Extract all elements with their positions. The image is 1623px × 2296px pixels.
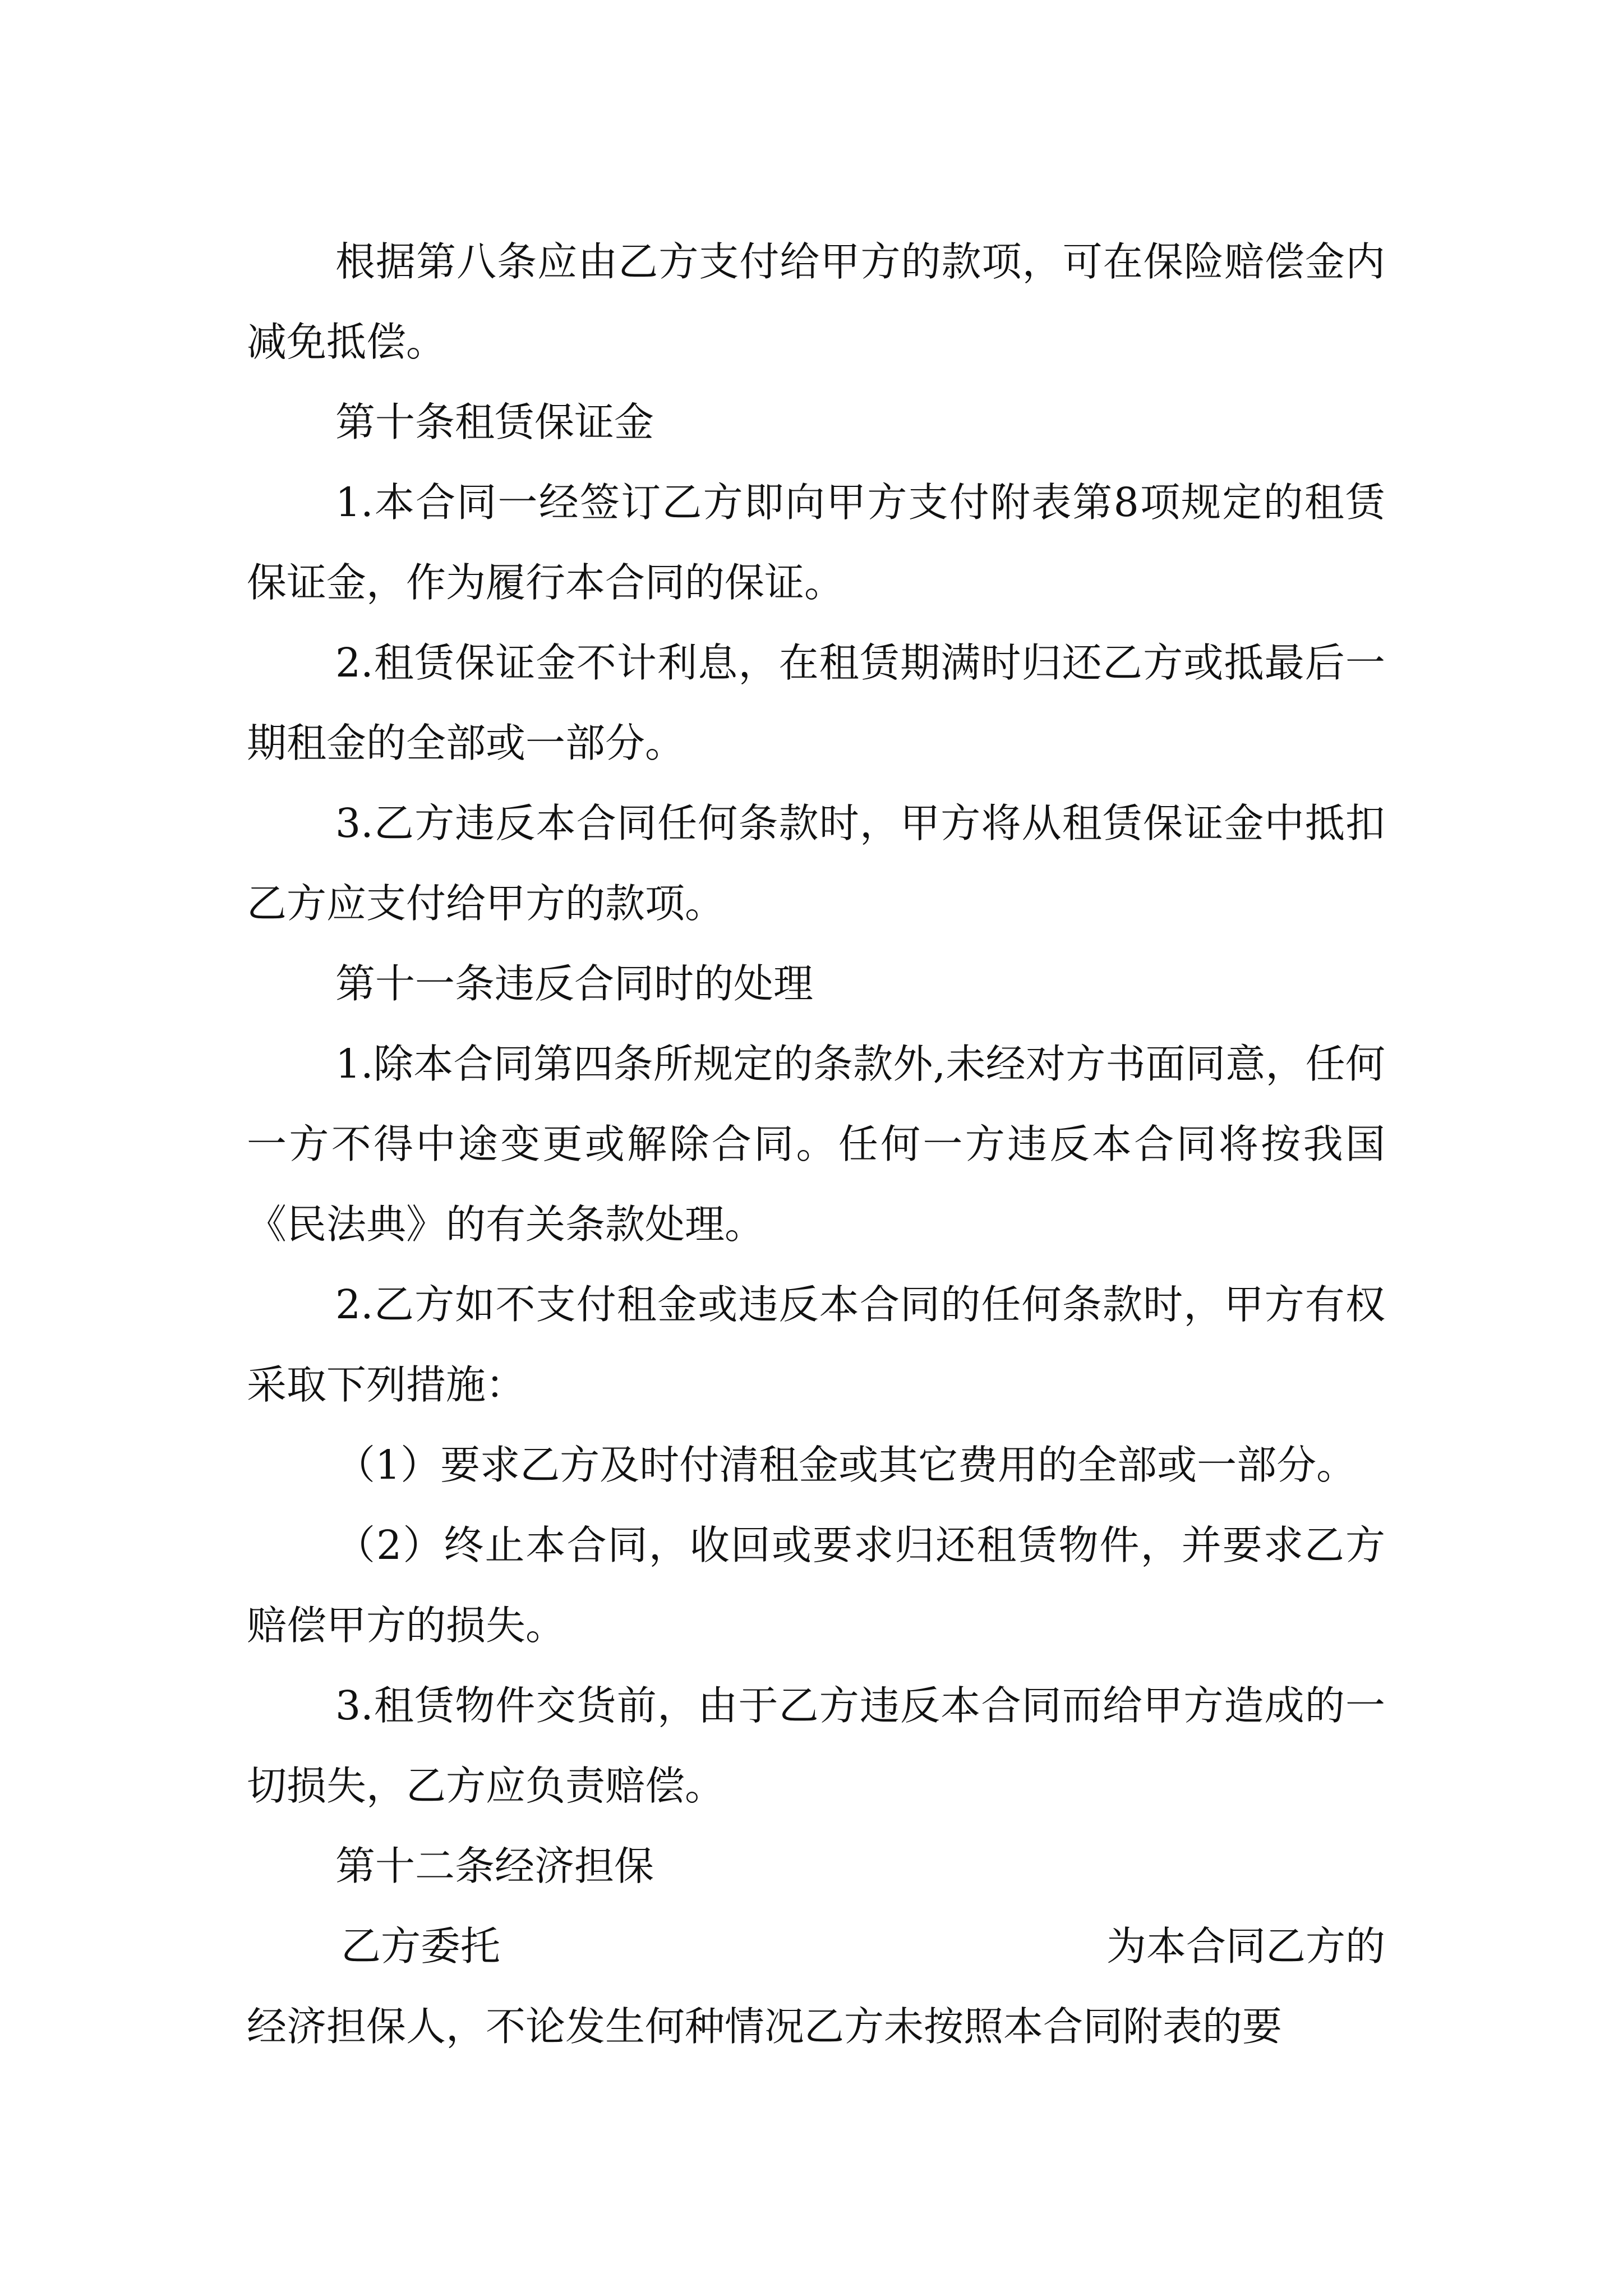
heading-article-11: 第十一条违反合同时的处理 — [335, 960, 814, 1007]
paragraph-article-11-measure-1: （1）要求乙方及时付清租金或其它费用的全部或一部分。 — [335, 1442, 1357, 1488]
guarantee-tail-text: 为本合同乙方的 — [1106, 1923, 1385, 1970]
paragraph-insurance-offset: 根据第八条应由乙方支付给甲方的款项，可在保险赔偿金内减免抵偿。 — [247, 238, 1385, 365]
heading-article-12: 第十二条经济担保 — [335, 1843, 654, 1889]
paragraph-article-10-item-2: 2.租赁保证金不计利息，在租赁期满时归还乙方或抵最后一期租金的全部或一部分。 — [247, 639, 1385, 766]
paragraph-article-10-item-3: 3.乙方违反本合同任何条款时，甲方将从租赁保证金中抵扣乙方应支付给甲方的款项。 — [247, 800, 1385, 927]
paragraph-article-11-item-2: 2.乙方如不支付租金或违反本合同的任何条款时，甲方有权采取下列措施： — [247, 1281, 1385, 1408]
paragraph-article-11-item-1: 1.除本合同第四条所规定的条款外,未经对方书面同意，任何一方不得中途变更或解除合同。任何一方违反本合同将按我国《民法典》的有关条款处理。 — [247, 1041, 1385, 1248]
guarantee-fill-line — [247, 1906, 1385, 1986]
paragraph-guarantee-continued: 经济担保人，不论发生何种情况乙方未按照本合同附表的要 — [247, 2003, 1283, 2050]
heading-article-10: 第十条租赁保证金 — [335, 399, 654, 445]
document-body — [247, 222, 1385, 2067]
paragraph-article-11-measure-2: （2）终止本合同，收回或要求归还租赁物件，并要求乙方赔偿甲方的损失。 — [247, 1522, 1385, 1649]
paragraph-article-10-item-1: 1.本合同一经签订乙方即向甲方支付附表第8项规定的租赁保证金，作为履行本合同的保证。 — [247, 479, 1385, 606]
guarantee-lead-text: 乙方委托 — [341, 1923, 501, 1970]
paragraph-article-11-item-3: 3.租赁物件交货前，由于乙方违反本合同而给甲方造成的一切损失，乙方应负责赔偿。 — [247, 1682, 1385, 1809]
